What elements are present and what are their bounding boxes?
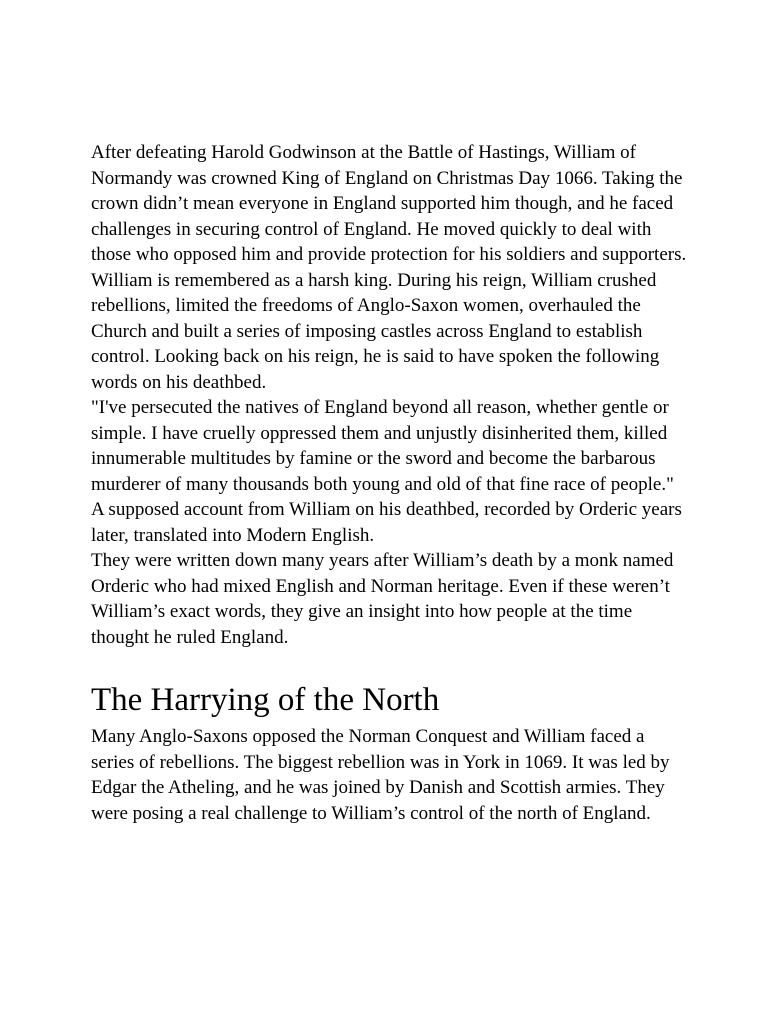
deathbed-quote: "I've persecuted the natives of England beyond all reason, whether gentle or simple. I have cruelly oppressed them and unjustly disinherited them, killed innumerable multitudes by famine or the sword and become the barbarous murderer of many thousands both young and old of that fine race of people." <box>91 397 674 495</box>
intro-paragraph: After defeating Harold Godwinson at the Battle of Hastings, William of Normandy was crowned King of England on Christmas Day 1066. Taking the crown didn’t mean everyone in England supported him though, and he faced challenges in securing control of England. He moved quickly to deal with those who opposed him and provide protection for his soldiers and supporters. <box>91 142 687 265</box>
document-page <box>91 140 691 826</box>
orderic-paragraph: They were written down many years after William’s death by a monk named Orderic who had mixed English and Norman heritage. Even if these weren’t William’s exact words, they give an insight into how people at the time thought he ruled England. <box>91 550 674 648</box>
section-paragraph: Many Anglo-Saxons opposed the Norman Conquest and William faced a series of rebellions. The biggest rebellion was in York in 1069. It was led by Edgar the Atheling, and he was joined by Danish and Scottish armies. They were posing a real challenge to William’s control of the north of England. <box>91 726 670 824</box>
harsh-king-paragraph: William is remembered as a harsh king. During his reign, William crushed rebellions, limited the freedoms of Anglo-Saxon women, overhauled the Church and built a series of imposing castles across England to establish control. Looking back on his reign, he is said to have spoken the following words on his deathbed. <box>91 269 660 393</box>
quote-caption: A supposed account from William on his deathbed, recorded by Orderic years later, translated into Modern English. <box>91 499 682 546</box>
section-heading: The Harrying of the North <box>91 682 440 718</box>
